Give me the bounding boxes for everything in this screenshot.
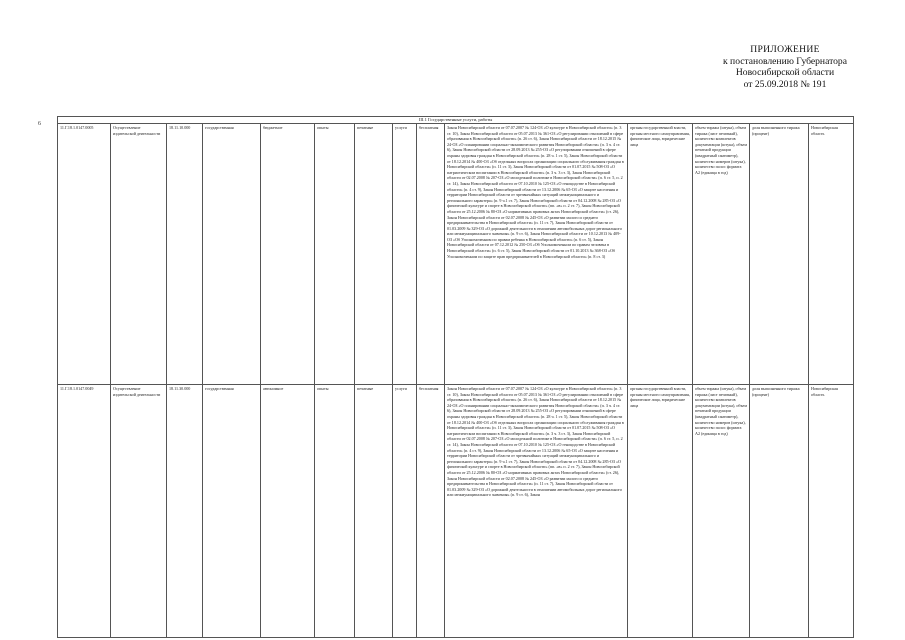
header-line-date: от 25.09.2018 № 191 <box>743 78 827 90</box>
document-header <box>723 44 847 90</box>
content-cell: опыты <box>315 124 355 385</box>
payment-cell: бесплатная <box>417 124 445 385</box>
consumers: органы государственной власти, органы местного самоуправления, физические лица, юридические лица <box>628 385 693 638</box>
consumers: органы государственной власти, органы местного самоуправления, физические лица, юридические лица <box>628 124 693 385</box>
quality-indicators: доля выполненного тиража (процент) <box>750 385 809 638</box>
legal-basis: Закон Новосибирской области от 07.07.2007 № 124-ОЗ «О культуре в Новосибирской области» (п. 3 ст. 10), Закон Новосибирской области от 05.07.2013 № 361-ОЗ «О регулировании отношений в сфере образования в Новосибирской области» (п. 26 ст. 6), Закон Новосибирской области от 18.12.2015 № 24-ОЗ «О планировании социально-экономического развития Новосибирской области» (п. 3 ч. 4 ст. 6), Закон Новосибирской области от 28.09.2013 № 255-ОЗ «О регулировании отношений в сфере охраны здоровья граждан в Новосибирской области» (п. 28 ч. 1 ст. 5), Закон Новосибирской области от 18.12.2014 № 400-ОЗ «Об отдельных вопросах организации социального обслуживания граждан в Новосибирской области» (п. 11 ст. 3), Закон Новосибирской области от 01.07.2015 № 508-ОЗ «О патриотическом воспитании в Новосибирской области» (п. 3 ч. 3 ст. 3), Закон Новосибирской области от 02.07.2008 № 207-ОЗ «О молодежной политике в Новосибирской области» (п. 6 ст. 5, п. 2 ст. 14), Закон Новосибирской области от 07.10.2010 № 125-ОЗ «О геноцидстве в Новосибирской области» (п. 4 ст. 9), Закон Новосибирской области от 13.12.2006 № 65-ОЗ «О защите населения и территории Новосибирской области от чрезвычайных ситуаций межмуниципального и регионального характера» (п. 9 ч.1 ст. 7), Закон Новосибирской области от 04.12.2008 № 285-ОЗ «О физической культуре и спорте в Новосибирской области» (пп. «в» п. 2 ст. 7), Закон Новосибирской области от 25.12.2006 № 80-ОЗ «О нормативных правовых актах Новосибирской области» (ст. 26), Закон Новосибирской области от 02.07.2008 № 245-ОЗ «О развитии малого и среднего предпринимательства в Новосибирской области» (п. 11 ст. 7), Закон Новосибирской области от 01.03.2009 № 329-ОЗ «О дорожной деятельности в отношении автомобильных дорог регионального или межмуниципального значения» (п. 9 ст. 6), Закон <box>445 385 628 638</box>
condition-cell: печатные <box>355 385 393 638</box>
volume-indicators: объем тиража (штука), объем тиража (лист печатный), количество комплектов документации (штука), объем печатной продукции (квадратный сантиметр), количество номеров (штука), количество полос формата А2 (единица в год) <box>693 385 750 638</box>
service-type: государственная <box>203 124 261 385</box>
kind-cell: услуги <box>393 124 417 385</box>
content-cell: опыты <box>315 385 355 638</box>
quality-indicators: доля выполненного тиража (процент) <box>750 124 809 385</box>
payment-cell: бесплатная <box>417 385 445 638</box>
services-table <box>57 116 854 638</box>
service-type: государственная <box>203 385 261 638</box>
institution-type: бюджетное <box>261 124 315 385</box>
section-title: III.1 Государственные услуги, работы <box>58 117 854 124</box>
registry-code: 11.Г.18.1.0147.0049 <box>58 385 111 638</box>
table-row <box>58 385 854 638</box>
volume-indicators: объем тиража (штука), объем тиража (лист печатный), количество комплектов документации (штука), объем печатной продукции (квадратный сантиметр), количество номеров (штука), количество полос формата А2 (единица в год) <box>693 124 750 385</box>
table-row <box>58 124 854 385</box>
appendix-title: ПРИЛОЖЕНИЕ <box>750 44 820 55</box>
institution-type: автономное <box>261 385 315 638</box>
service-name: Осуществление издательской деятельности <box>111 385 167 638</box>
header-line-region: Новосибирской области <box>735 67 835 79</box>
region-cell: Новосибирская область <box>809 124 854 385</box>
condition-cell: печатные <box>355 124 393 385</box>
header-line-decree: к постановлению Губернатора <box>723 55 847 67</box>
legal-basis: Закон Новосибирской области от 07.07.2007 № 124-ОЗ «О культуре в Новосибирской области» (п. 3 ст. 10), Закон Новосибирской области от 05.07.2013 № 361-ОЗ «О регулировании отношений в сфере образования в Новосибирской области» (п. 26 ст. 6), Закон Новосибирской области от 18.12.2015 № 24-ОЗ «О планировании социально-экономического развития Новосибирской области» (п. 3 ч. 4 ст. 6), Закон Новосибирской области от 28.09.2013 № 255-ОЗ «О регулировании отношений в сфере охраны здоровья граждан в Новосибирской области» (п. 28 ч. 1 ст. 5), Закон Новосибирской области от 18.12.2014 № 400-ОЗ «Об отдельных вопросах организации социального обслуживания граждан в Новосибирской области» (п. 11 ст. 3), Закон Новосибирской области от 01.07.2015 № 508-ОЗ «О патриотическом воспитании в Новосибирской области» (п. 3 ч. 3 ст. 3), Закон Новосибирской области от 02.07.2008 № 207-ОЗ «О молодежной политике в Новосибирской области» (п. 6 ст. 5, п. 2 ст. 14), Закон Новосибирской области от 07.10.2010 № 125-ОЗ «О геноцидстве в Новосибирской области» (п. 4 ст. 9), Закон Новосибирской области от 13.12.2006 № 65-ОЗ «О защите населения и территории Новосибирской области от чрезвычайных ситуаций межмуниципального и регионального характера» (п. 9 ч.1 ст. 7), Закон Новосибирской области от 04.12.2008 № 285-ОЗ «О физической культуре и спорте в Новосибирской области» (пп. «в» п. 2 ст. 7), Закон Новосибирской области от 25.12.2006 № 80-ОЗ «О нормативных правовых актах Новосибирской области» (ст. 26), Закон Новосибирской области от 02.07.2008 № 245-ОЗ «О развитии малого и среднего предпринимательства в Новосибирской области» (п. 11 ст. 7), Закон Новосибирской области от 01.03.2009 № 329-ОЗ «О дорожной деятельности в отношении автомобильных дорог регионального или межмуниципального значения» (п. 9 ст. 6), Закон Новосибирской области от 10.12.2013 № 409-ОЗ «Об Уполномоченном по правам ребенка в Новосибирской области» (п. 6 ст. 5), Закон Новосибирской области от 07.12.2012 № 250-ОЗ «Об Уполномоченном по правам человека в Новосибирской области» (п. 6 ст. 5), Закон Новосибирской области от 01.10.2013 № 368-ОЗ «Об Уполномоченном по защите прав предпринимателей в Новосибирской области» (п. 8 ст. 3) <box>445 124 628 385</box>
service-name: Осуществление издательской деятельности <box>111 124 167 385</box>
page-number: 6 <box>38 121 41 127</box>
region-cell: Новосибирская область <box>809 385 854 638</box>
kind-cell: услуги <box>393 385 417 638</box>
okved-code: 18.11.30.000 <box>167 385 203 638</box>
registry-code: 11.Г.18.1.0147.0005 <box>58 124 111 385</box>
okved-code: 18.11.10.000 <box>167 124 203 385</box>
